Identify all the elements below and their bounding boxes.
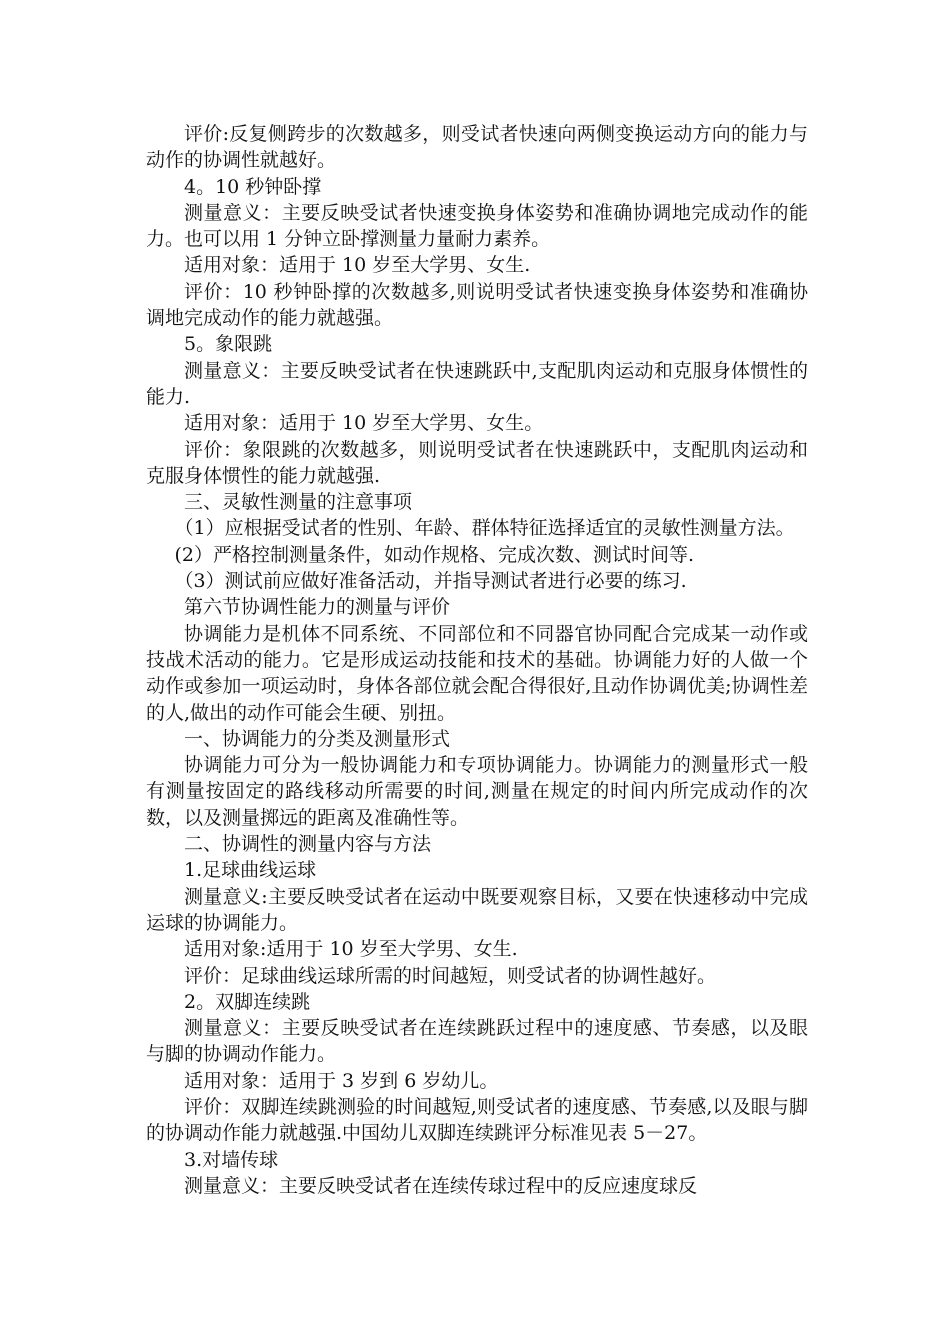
document-page: [146, 121, 808, 1199]
paragraph-meaning-quadrant-jump: 测量意义：主要反映受试者在快速跳跃中,支配肌肉运动和克服身体惯性的能力.: [146, 359, 808, 408]
paragraph-note-3: （3）测试前应做好准备活动，并指导测试者进行必要的练习.: [174, 570, 687, 593]
paragraph-note-2: (2）严格控制测量条件，如动作规格、完成次数、测试时间等.: [174, 543, 695, 566]
paragraph-coordination-definition: 协调能力是机体不同系统、不同部位和不同器官协同配合完成某一动作或技战术活动的能力。它是形成运动技能和技术的基础。协调能力好的人做一个动作或参加一项运动时，身体各部位就会配合得很好,且动作协调优美;协调性差的人,做出的动作可能会生硬、别扭。: [146, 622, 808, 724]
paragraph-evaluation-double-foot-jump: 评价：双脚连续跳测验的时间越短,则受试者的速度感、节奏感,以及眼与脚的协调动作能力就越强.中国幼儿双脚连续跳评分标准见表 5－27。: [146, 1095, 808, 1145]
paragraph-evaluation-quadrant-jump: 评价：象限跳的次数越多，则说明受试者在快速跳跃中，支配肌肉运动和克服身体惯性的能力就越强.: [146, 438, 808, 487]
heading-section-6: 第六节协调性能力的测量与评价: [184, 596, 451, 619]
paragraph-meaning-double-foot-jump: 测量意义：主要反映受试者在连续跳跃过程中的速度感、节奏感，以及眼与脚的协调动作能力。: [146, 1017, 808, 1066]
paragraph-coordination-classification: 协调能力可分为一般协调能力和专项协调能力。协调能力的测量形式一般有测量按固定的路线移动所需要的时间,测量在规定的时间内所完成动作的次数，以及测量掷远的距离及准确性等。: [146, 754, 808, 829]
paragraph-target-quadrant-jump: 适用对象：适用于 10 岁至大学男、女生。: [184, 412, 544, 435]
heading-10s-push-up: 4。10 秒钟卧撑: [184, 175, 322, 198]
heading-football-dribble: 1.足球曲线运球: [184, 859, 317, 882]
paragraph-meaning-push-up: 测量意义：主要反映受试者快速变换身体姿势和准确协调地完成动作的能力。也可以用 1 分钟立卧撑测量力量耐力素养。: [146, 201, 808, 251]
paragraph-target-push-up: 适用对象：适用于 10 岁至大学男、女生.: [184, 254, 531, 277]
paragraph-evaluation-football-dribble: 评价：足球曲线运球所需的时间越短，则受试者的协调性越好。: [184, 964, 717, 987]
paragraph-target-football-dribble: 适用对象:适用于 10 岁至大学男、女生.: [184, 938, 518, 961]
heading-agility-notes: 三、灵敏性测量的注意事项: [184, 491, 413, 514]
heading-double-foot-jump: 2。双脚连续跳: [184, 990, 311, 1013]
paragraph-target-double-foot-jump: 适用对象：适用于 3 岁到 6 岁幼儿。: [184, 1069, 499, 1092]
heading-quadrant-jump: 5。象限跳: [184, 333, 273, 356]
heading-coordination-methods: 二、协调性的测量内容与方法: [184, 833, 432, 856]
paragraph-note-1: （1）应根据受试者的性别、年龄、群体特征选择适宜的灵敏性测量方法。: [174, 517, 795, 540]
paragraph-meaning-wall-pass: 测量意义：主要反映受试者在连续传球过程中的反应速度球反: [184, 1174, 698, 1197]
paragraph-evaluation-push-up: 评价：10 秒钟卧撑的次数越多,则说明受试者快速变换身体姿势和准确协调地完成动作的能力就越强。: [146, 280, 808, 330]
paragraph-evaluation-side-step: 评价:反复侧跨步的次数越多，则受试者快速向两侧变换运动方向的能力与动作的协调性就越好。: [146, 123, 808, 172]
heading-wall-pass: 3.对墙传球: [184, 1148, 279, 1171]
paragraph-meaning-football-dribble: 测量意义:主要反映受试者在运动中既要观察目标，又要在快速移动中完成运球的协调能力。: [146, 885, 808, 934]
heading-coordination-classification: 一、协调能力的分类及测量形式: [184, 727, 451, 750]
